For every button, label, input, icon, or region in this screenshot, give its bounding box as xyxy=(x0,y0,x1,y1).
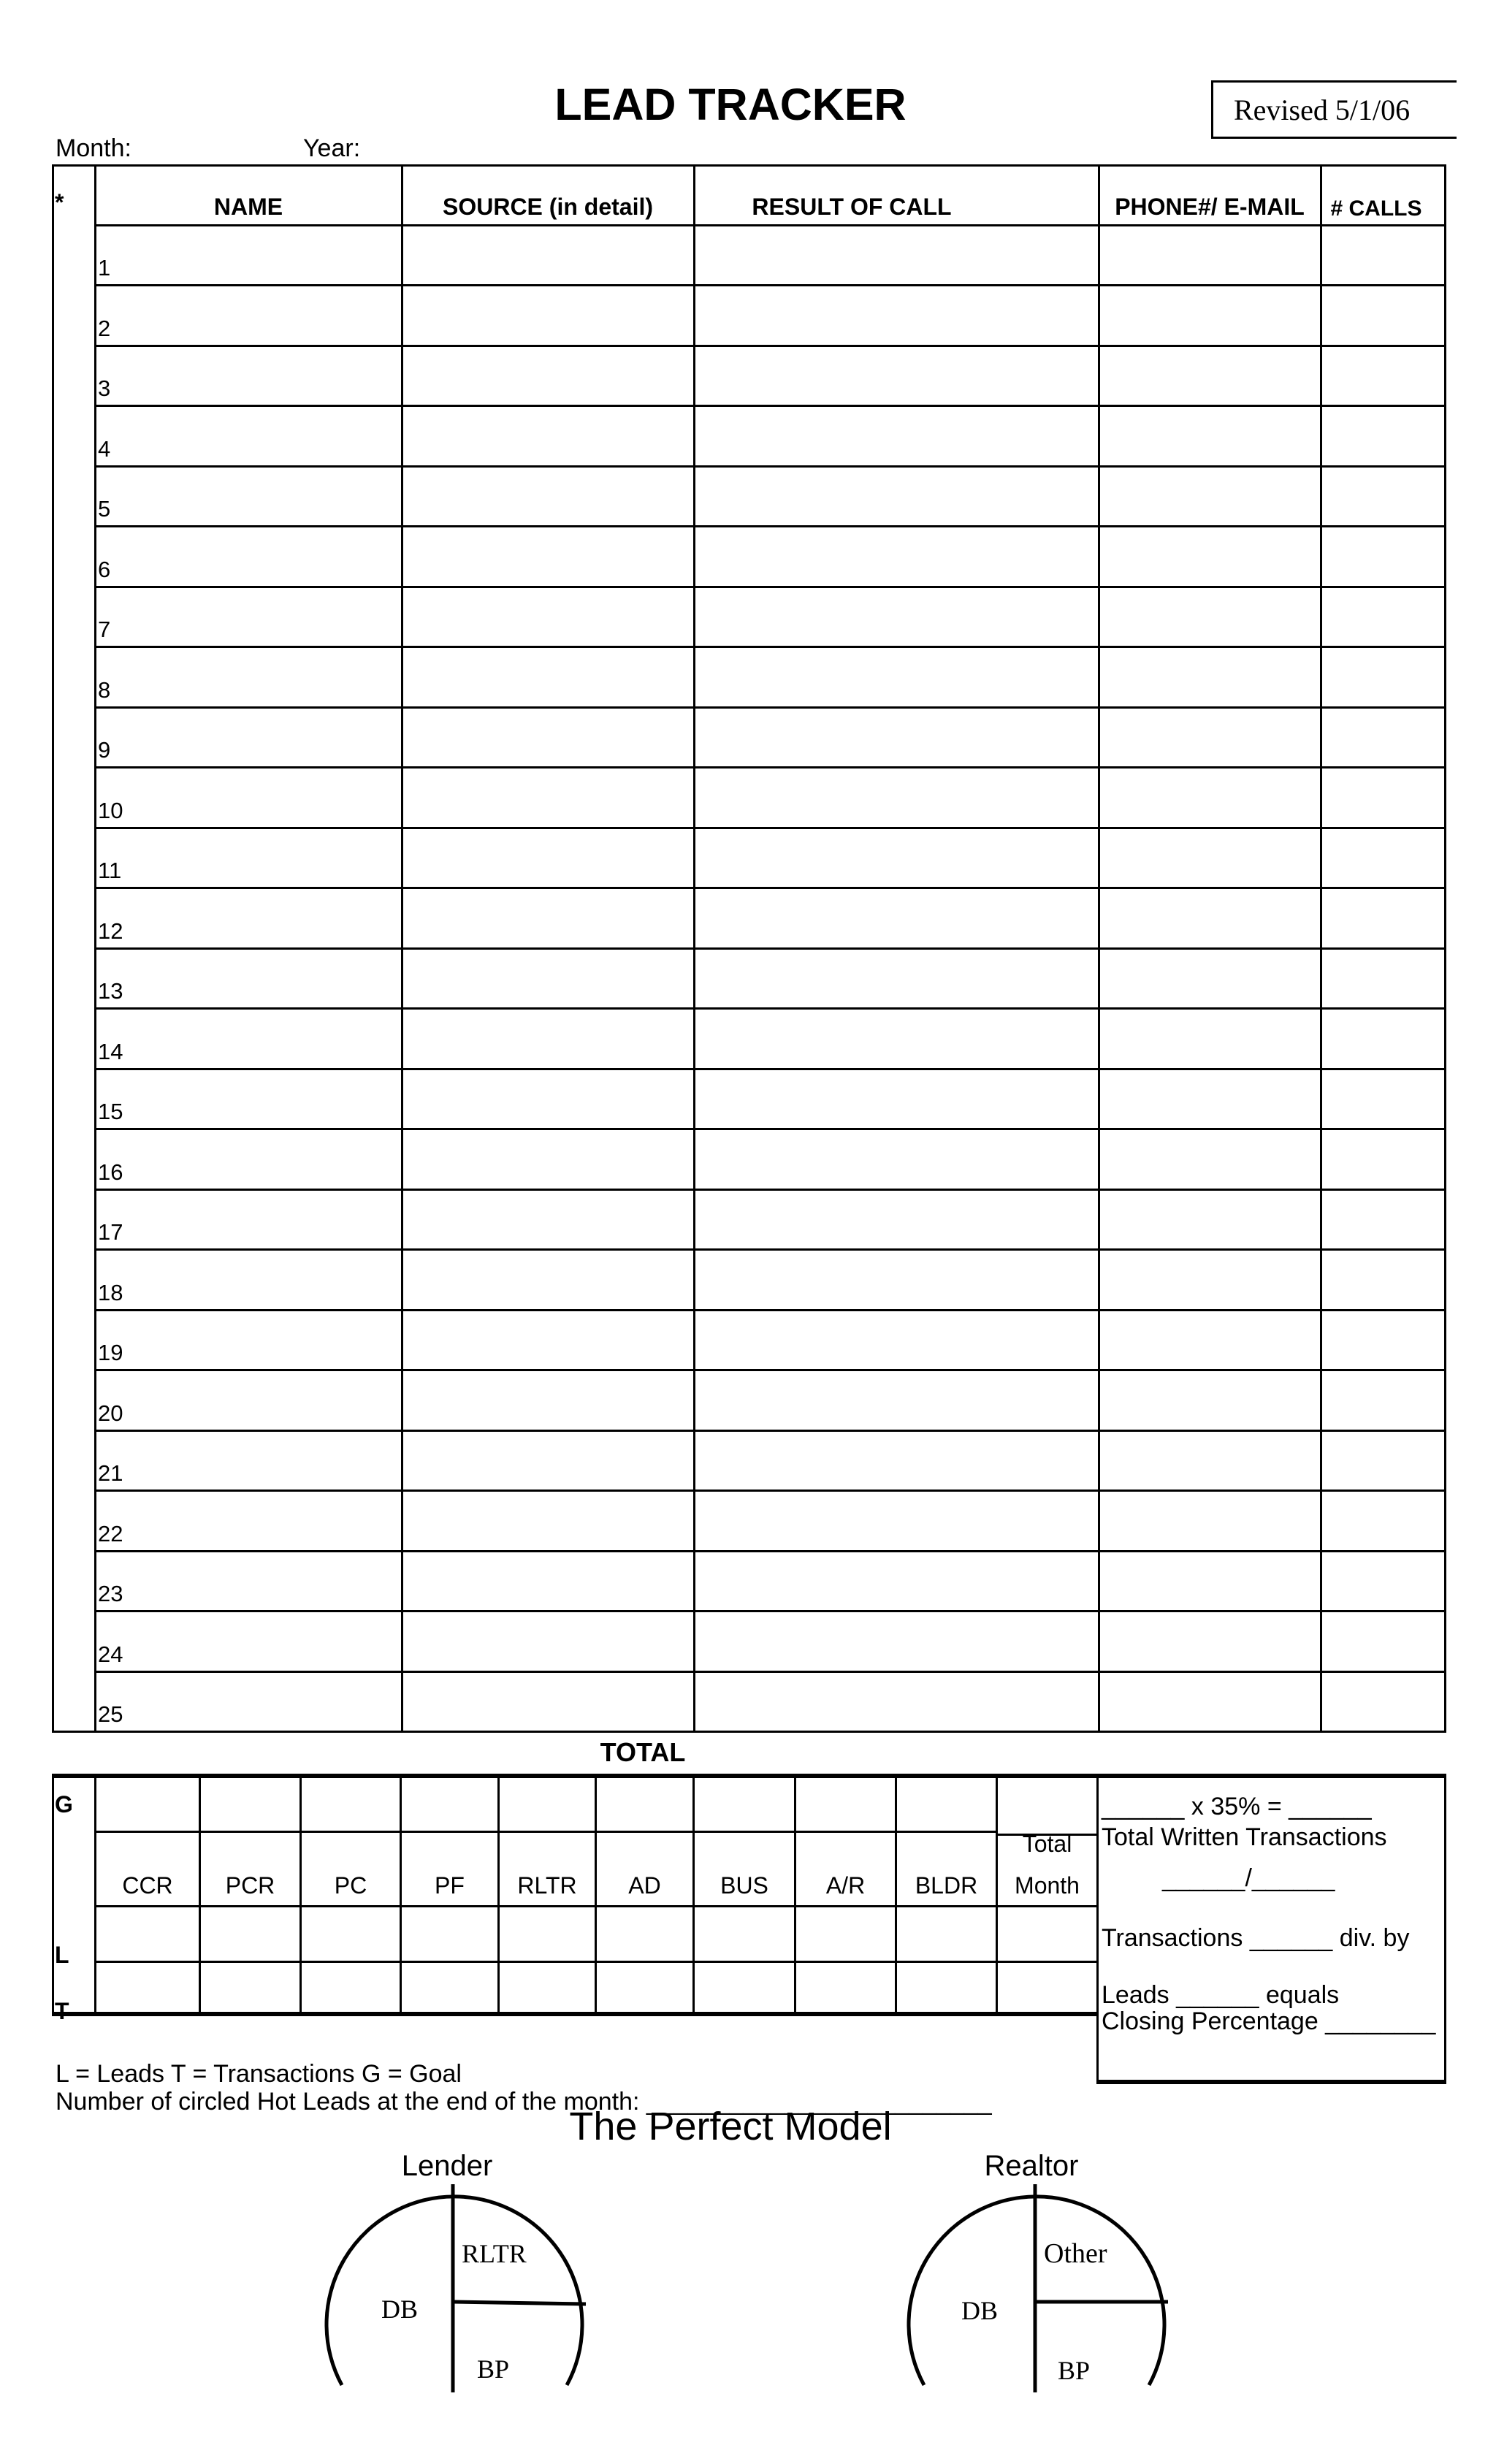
total-month-label-total: Total xyxy=(1022,1831,1072,1857)
category-ccr: CCR xyxy=(122,1872,173,1899)
row-number: 18 xyxy=(98,1280,123,1305)
row-number: 9 xyxy=(98,737,111,763)
perfect-model-title: The Perfect Model xyxy=(569,2105,892,2148)
month-label: Month: xyxy=(56,134,131,162)
row-number: 4 xyxy=(98,436,111,462)
phone-email-column-header: PHONE#/ E-MAIL xyxy=(1115,194,1305,220)
name-column-header: NAME xyxy=(213,194,283,220)
category-pcr: PCR xyxy=(225,1872,275,1899)
closing-percentage: Closing Percentage ________ xyxy=(1102,2007,1436,2035)
calls-column-header: # CALLS xyxy=(1330,197,1422,221)
realtor-other-label: Other xyxy=(1044,2238,1107,2269)
row-number: 24 xyxy=(98,1641,123,1667)
lead-table xyxy=(52,164,1446,1733)
row-number: 20 xyxy=(98,1400,123,1426)
row-number: 12 xyxy=(98,918,123,944)
row-number: 13 xyxy=(98,978,123,1004)
realtor-pie-diagram xyxy=(904,2181,1181,2392)
category-bus: BUS xyxy=(720,1872,768,1899)
row-number: 23 xyxy=(98,1581,123,1606)
result-column-header: RESULT OF CALL xyxy=(752,194,952,220)
row-number: 5 xyxy=(98,496,111,522)
row-number: 14 xyxy=(98,1039,123,1064)
row-number: 10 xyxy=(98,798,123,823)
star-column-header: * xyxy=(55,189,64,215)
summary-table xyxy=(52,1774,1446,2084)
row-number: 21 xyxy=(98,1460,123,1486)
category-ad: AD xyxy=(628,1872,661,1899)
goal-formula: ______ x 35% = ______ xyxy=(1102,1793,1372,1820)
row-number: 25 xyxy=(98,1701,123,1727)
realtor-bp-label: BP xyxy=(1058,2356,1091,2385)
row-number: 16 xyxy=(98,1159,123,1185)
row-number: 6 xyxy=(98,557,111,582)
leads-row-label: L xyxy=(55,1942,69,1968)
form-title: LEAD TRACKER xyxy=(554,80,907,129)
row-number: 7 xyxy=(98,617,111,642)
total-label: TOTAL xyxy=(600,1737,686,1767)
row-number: 15 xyxy=(98,1099,123,1124)
category-pc: PC xyxy=(334,1872,367,1899)
source-column-header: SOURCE (in detail) xyxy=(442,194,653,220)
lender-title: Lender xyxy=(401,2150,493,2182)
row-number: 17 xyxy=(98,1219,123,1245)
realtor-db-label: DB xyxy=(961,2296,999,2325)
row-number: 22 xyxy=(98,1521,123,1546)
row-number: 8 xyxy=(98,677,111,703)
ratio-blanks: ______/______ xyxy=(1162,1864,1335,1892)
lender-rltr-label: RLTR xyxy=(462,2239,527,2268)
total-written-transactions-label: Total Written Transactions xyxy=(1102,1823,1387,1851)
row-number: 19 xyxy=(98,1340,123,1365)
leads-equals: Leads ______ equals xyxy=(1102,1981,1340,2009)
lender-pie-diagram xyxy=(321,2181,599,2392)
realtor-title: Realtor xyxy=(984,2150,1079,2182)
goal-row-label: G xyxy=(55,1791,73,1818)
row-number: 3 xyxy=(98,375,111,401)
legend-text: L = Leads T = Transactions G = Goal xyxy=(56,2060,462,2088)
category-pf: PF xyxy=(435,1872,465,1899)
lender-bp-label: BP xyxy=(477,2354,510,2384)
transactions-div-by: Transactions ______ div. by xyxy=(1102,1924,1410,1952)
category-rltr: RLTR xyxy=(517,1872,577,1899)
category-bldr: BLDR xyxy=(915,1872,978,1899)
total-month-label-month: Month xyxy=(1015,1872,1080,1899)
category-ar: A/R xyxy=(825,1872,866,1899)
year-label: Year: xyxy=(303,134,361,162)
revised-date-box: Revised 5/1/06 xyxy=(1211,80,1457,139)
transactions-row-label: T xyxy=(55,1998,69,2024)
row-number: 2 xyxy=(98,316,111,341)
lender-db-label: DB xyxy=(381,2295,419,2324)
hot-leads-line: Number of circled Hot Leads at the end of the month: _________________________ xyxy=(56,2088,992,2116)
row-number: 11 xyxy=(98,858,122,883)
row-number: 1 xyxy=(98,255,111,281)
